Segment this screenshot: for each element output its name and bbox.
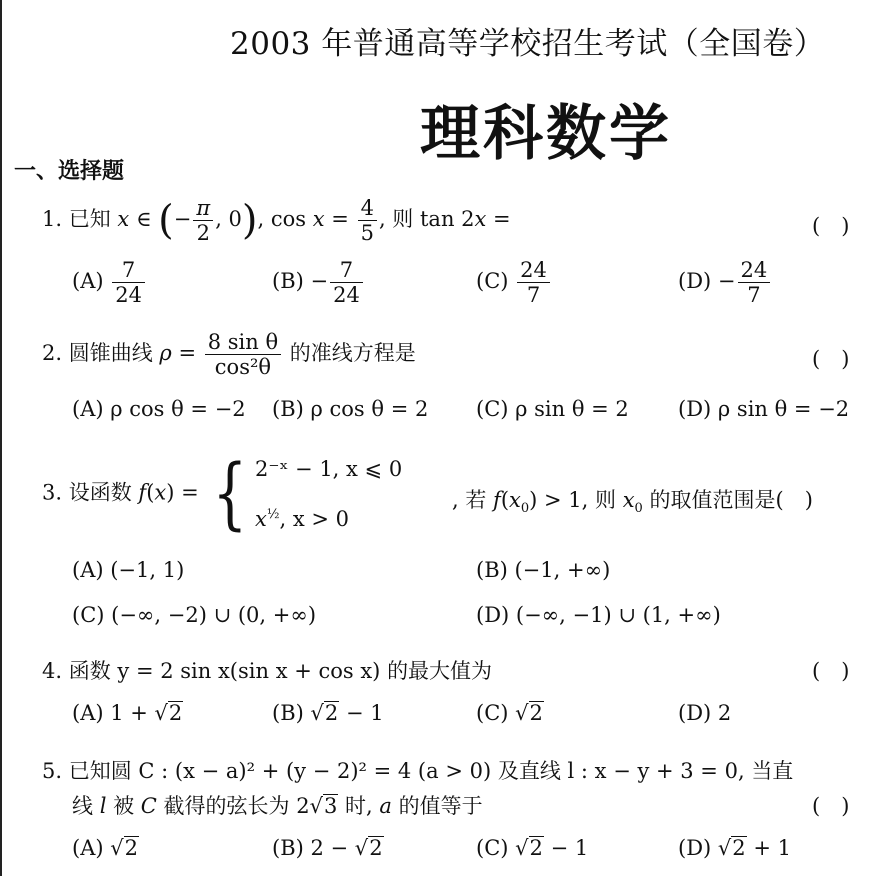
question-3: 3. 设函数 f(x) = { 2⁻ˣ − 1, x ⩽ 0 $x^{\frac{1}{2}}$, x > 0 [42,449,403,539]
q3-option-c: (C) (−∞, −2) ∪ (0, +∞) [72,603,317,627]
left-border [0,0,2,876]
exam-title: 理科数学 [420,99,672,169]
exam-header: 2003 年普通高等学校招生考试（全国卷） [230,26,826,62]
q2-option-a: (A) ρ cos θ = −2 [72,397,246,421]
q4-option-b: (B) √2 − 1 [272,701,384,725]
q1-answer-bracket: ( ) [812,214,850,238]
q5-option-d: (D) √2 + 1 [678,836,791,860]
section-heading: 一、选择题 [14,159,125,184]
question-2: 2. 圆锥曲线 ρ = $\frac{\text{8 sin θ}}{\text{cos²θ}}$ 的准线方程是 [42,330,416,380]
question-5-line2: 线 l 被 C 截得的弦长为 2√3 时, a 的值等于 [72,794,483,818]
q1-number: 1. [42,207,63,232]
q4-option-d: (D) 2 [678,701,732,725]
q2-option-d: (D) ρ sin θ = −2 [678,397,850,421]
q3-option-b: (B) (−1, +∞) [476,558,611,582]
q1-text-b: cos [270,207,307,232]
q1-option-a: (A) $\frac{7}{24}$ [72,258,147,307]
q4-option-c: (C) √2 [476,701,543,725]
question-1: 1. 已知 x ∈ (− $\frac{\pi}{2}$ , 0), cos x = $\frac{4}{5}$ , 则 tan 2x = [42,196,511,246]
q2-option-b: (B) ρ cos θ = 2 [272,397,429,421]
q1-text-c: 则 [392,207,414,232]
q2-option-c: (C) ρ sin θ = 2 [476,397,629,421]
q3-option-a: (A) (−1, 1) [72,558,185,582]
q3-option-d: (D) (−∞, −1) ∪ (1, +∞) [476,603,721,627]
question-4: 4. 函数 y = 2 sin x(sin x + cos x) 的最大值为 [42,659,493,683]
q4-answer-bracket: ( ) [812,659,850,683]
q1-option-d: (D) − $\frac{24}{7}$ [678,258,772,307]
q1-text-d: tan 2 [419,207,475,232]
q5-option-a: (A) √2 [72,836,138,860]
q3-condition: , 若 $f(x_0) > 1$, 则 $x_0$ 的取值范围是( ) [452,488,813,517]
q1-option-b: (B) − $\frac{7}{24}$ [272,258,365,307]
q5-option-b: (B) 2 − √2 [272,836,383,860]
q1-option-c: (C) $\frac{24}{7}$ [476,258,552,307]
q5-option-c: (C) √2 − 1 [476,836,589,860]
q2-answer-bracket: ( ) [812,347,850,371]
question-5-line1: 5. 已知圆 C : (x − a)² + (y − 2)² = 4 (a > 0) 及直线 l : x − y + 3 = 0, 当直 [42,759,794,783]
q1-text-a: 已知 [68,207,111,232]
q4-option-a: (A) 1 + √2 [72,701,183,725]
q5-answer-bracket: ( ) [812,794,850,818]
